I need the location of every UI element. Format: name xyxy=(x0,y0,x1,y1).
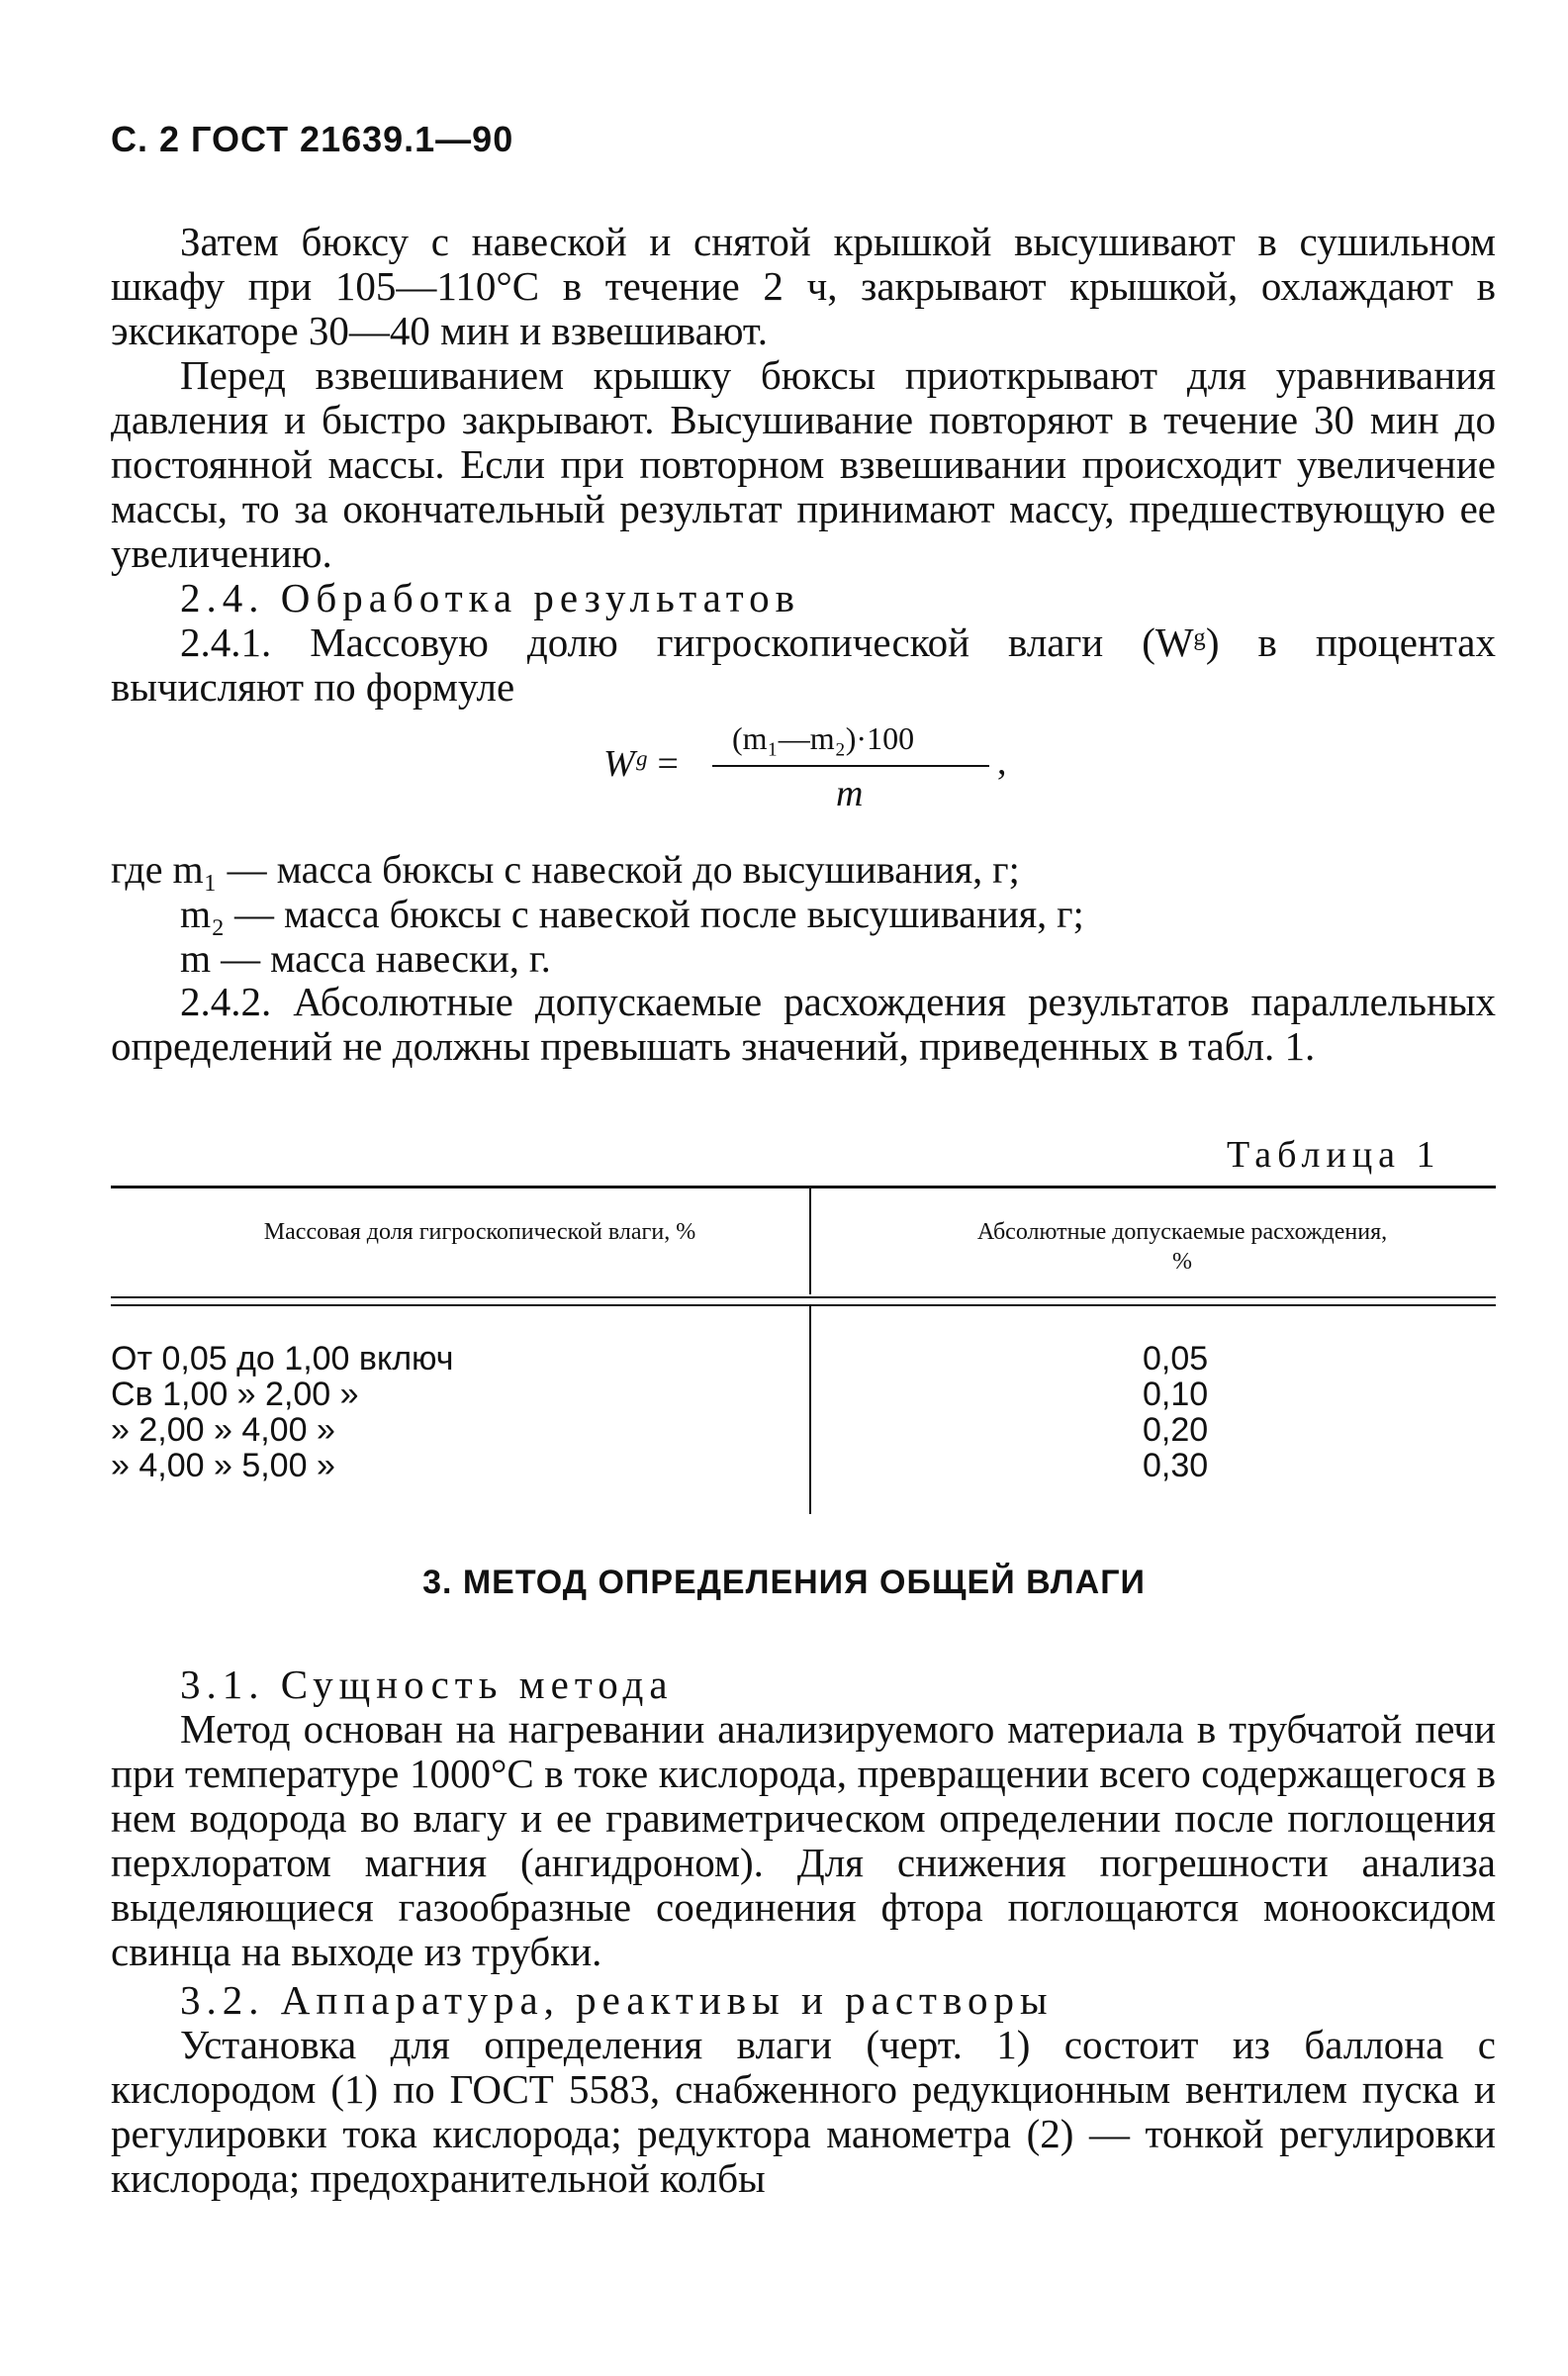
formula-numerator: (m₁—m₂)·100 xyxy=(732,720,915,756)
table-column-divider xyxy=(809,1306,811,1514)
subsection-2-4-title: 2.4. Обработка результатов xyxy=(180,575,801,620)
legend-item: m — масса навески, г. xyxy=(180,936,551,981)
table-col-ranges xyxy=(111,1341,454,1483)
table-cell-value: 0,30 xyxy=(1143,1447,1209,1484)
subsection-3-2-title: 3.2. Аппаратура, реактивы и растворы xyxy=(180,1977,1054,2023)
table-cell-value: 0,20 xyxy=(1143,1411,1209,1449)
paragraph-3-2: Установка для определения влаги (черт. 1) состоит из баллона с кислородом (1) по ГОСТ 5583, снабженного редукционным вентилем пуска и регулировки тока кислорода; редуктора манометра (2) — тонкой регулировки кислорода; предохранительной колбы xyxy=(111,2022,1496,2201)
page-header: С. 2 ГОСТ 21639.1—90 xyxy=(111,119,514,159)
table-cell-range: » 4,00 » 5,00 » xyxy=(111,1447,335,1484)
table-top-rule xyxy=(111,1186,1496,1188)
table-cell-range: » 2,00 » 4,00 » xyxy=(111,1411,335,1449)
paragraph-drying: Затем бюксу с навеской и снятой крышкой высушивают в сушильном шкафу при 105—110°С в течение 2 ч, закрывают крышкой, охлаждают в эксикаторе 30—40 мин и взвешивают. xyxy=(111,219,1496,353)
formula-denominator: m xyxy=(836,773,864,814)
paragraph-2-4-2: 2.4.2. Абсолютные допускаемые расхождения результатов параллельных определений не должны превышать значений, приведенных в табл. 1. xyxy=(111,979,1496,1069)
table-cell-range: От 0,05 до 1,00 включ xyxy=(111,1340,454,1378)
table-header-rule xyxy=(111,1296,1496,1298)
table-column-divider xyxy=(809,1188,811,1294)
table-cell-value: 0,10 xyxy=(1143,1376,1209,1413)
table-header-deviation: Абсолютные допускаемые расхождения, % xyxy=(976,1219,1388,1275)
formula-lhs: Wᵍ = xyxy=(603,743,681,785)
table-title: Таблица 1 xyxy=(1227,1134,1441,1176)
formula-comma: , xyxy=(997,741,1007,783)
legend-item: где m₁ — масса бюксы с навеской до высушивания, г; xyxy=(111,847,1020,892)
fraction-bar xyxy=(712,765,989,767)
section-3-title: 3. МЕТОД ОПРЕДЕЛЕНИЯ ОБЩЕЙ ВЛАГИ xyxy=(422,1564,1146,1601)
moisture-formula xyxy=(603,720,1019,814)
paragraph-3-1: Метод основан на нагревании анализируемого материала в трубчатой печи при температуре 1000°С в токе кислорода, превращении всего содержащегося в нем водорода во влагу и ее гравиметрическом определении после поглощения перхлоратом магния (ангидроном). Для снижения погрешности анализа выделяющиеся газообразные соединения фтора поглощаются монооксидом свинца на выходе из трубки. xyxy=(111,1706,1496,1974)
text-block-section-3 xyxy=(111,1663,1496,2201)
paragraph-2-4-1: 2.4.1. Массовую долю гигроскопической влаги (Wᵍ) в процентах вычисляют по формуле xyxy=(111,619,1496,710)
subsection-3-1-title: 3.1. Сущность метода xyxy=(180,1662,674,1707)
table-cell-value: 0,05 xyxy=(1143,1340,1209,1378)
paragraph-weighing: Перед взвешиванием крышку бюксы приоткрывают для уравнивания давления и быстро закрывают. Высушивание повторяют в течение 30 мин до постоянной массы. Если при повторном взвешивании происходит увеличение массы, то за окончательный результат принимают массу, предшествующую ее увеличению. xyxy=(111,352,1496,576)
text-block-top xyxy=(111,220,1496,710)
legend-item: m₂ — масса бюксы с навеской после высушивания, г; xyxy=(180,892,1084,936)
table-col-values xyxy=(1143,1341,1208,1483)
table-header-rule-double xyxy=(111,1304,1496,1306)
text-block-2-4-2 xyxy=(111,980,1496,1069)
table-header-moisture: Массовая доля гигроскопической влаги, % xyxy=(263,1219,696,1245)
table-cell-range: Св 1,00 » 2,00 » xyxy=(111,1376,359,1413)
